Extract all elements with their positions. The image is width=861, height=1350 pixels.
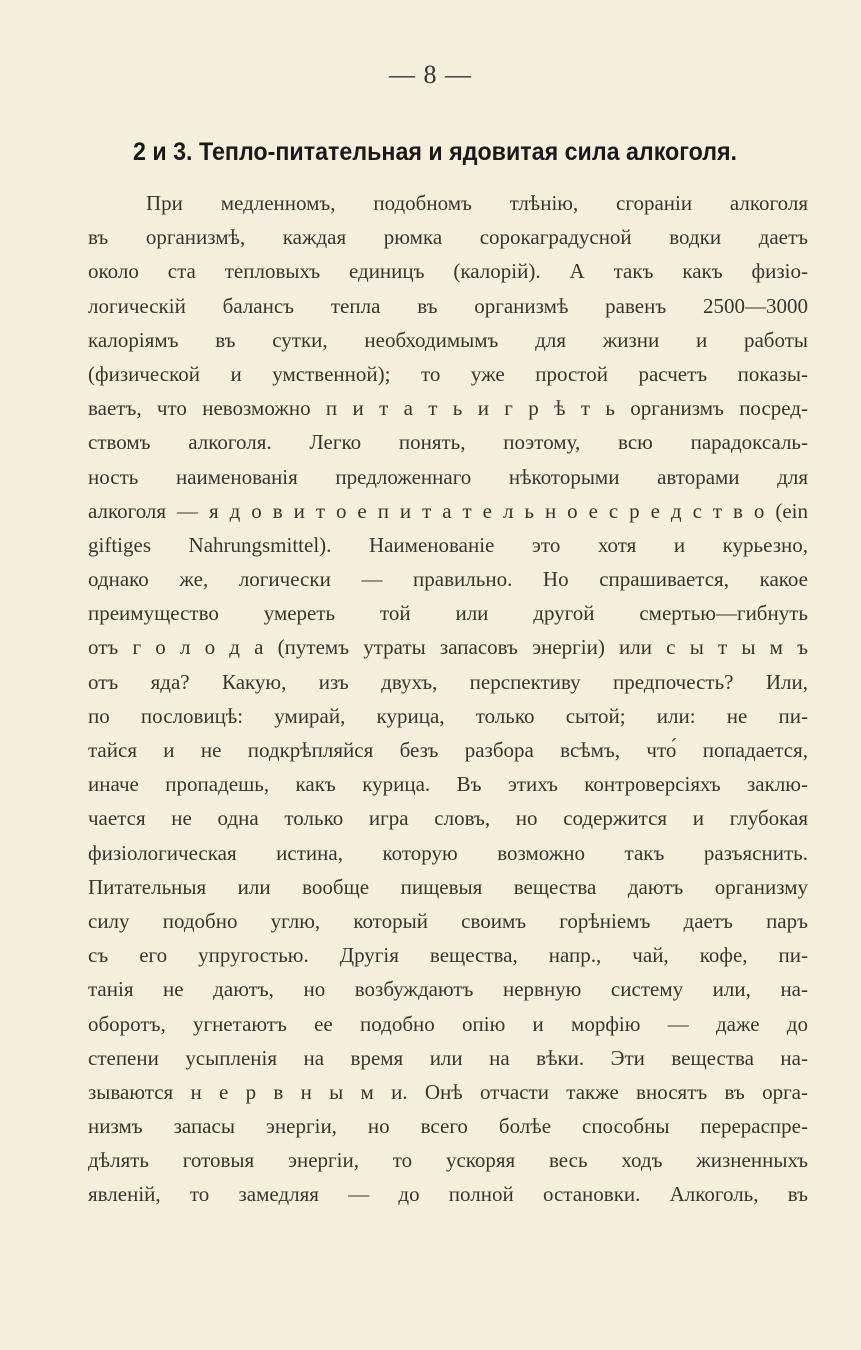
text-line: логическій балансъ тепла въ организмѣ равенъ 2500—3000 xyxy=(88,293,808,318)
text-line: степени усыпленія на время или на вѣки. Эти вещества на- xyxy=(88,1045,808,1070)
text-line: зываются н е р в н ы м и. Онѣ отчасти также вносятъ въ орга- xyxy=(88,1079,808,1104)
text-line: явленій, то замедляя — до полной остановки. Алкоголь, въ xyxy=(88,1182,808,1207)
text-line: оборотъ, угнетаютъ ее подобно опію и морфію — даже до xyxy=(88,1011,808,1036)
text-line: физіологическая истина, которую возможно такъ разъяснить. xyxy=(88,840,808,865)
section-heading: 2 и 3. Тепло-питательная и ядовитая сила алкоголя. xyxy=(132,138,738,166)
text-line: алкоголя — я д о в и т о е п и т а т е л ь н о е с р е д с т в о (ein xyxy=(88,498,808,523)
text-line: около ста тепловыхъ единицъ (калорій). А такъ какъ физіо- xyxy=(88,259,808,284)
text-line: отъ г о л о д а (путемъ утраты запасовъ энергіи) или с ы т ы м ъ xyxy=(88,635,808,660)
text-line: иначе пропадешь, какъ курица. Въ этихъ контроверсіяхъ заклю- xyxy=(88,772,808,797)
text-line: однако же, логически — правильно. Но спрашивается, какое xyxy=(88,567,808,592)
text-line: Питательныя или вообще пищевыя вещества даютъ организму xyxy=(88,874,808,899)
text-line: ность наименованія предложеннаго нѣкоторыми авторами для xyxy=(88,464,808,489)
text-line: отъ яда? Какую, изъ двухъ, перспективу предпочесть? Или, xyxy=(88,669,808,694)
text-line: танія не даютъ, но возбуждаютъ нервную систему или, на- xyxy=(88,977,808,1002)
page-number: — 8 — xyxy=(389,60,472,89)
text-line: (физической и умственной); то уже простой расчетъ показы- xyxy=(88,361,808,386)
text-line: тайся и не подкрѣпляйся безъ разбора всѣмъ, что́ попадается, xyxy=(88,738,808,762)
text-line: съ его упругостью. Другія вещества, напр., чай, кофе, пи- xyxy=(88,943,808,968)
text-line: При медленномъ, подобномъ тлѣнію, сгораніи алкоголя xyxy=(146,191,808,215)
text-line: калоріямъ въ сутки, необходимымъ для жизни и работы xyxy=(88,327,808,352)
text-line: ствомъ алкоголя. Легко понять, поэтому, всю парадоксаль- xyxy=(88,430,808,455)
text-line: giftiges Nahrungsmittel). Наименованіе это хотя и курьезно, xyxy=(88,532,808,557)
text-line: по пословицѣ: умирай, курица, только сытой; или: не пи- xyxy=(88,703,808,728)
text-line: низмъ запасы энергіи, но всего болѣе способны перераспре- xyxy=(88,1114,808,1139)
text-line: ваетъ, что невозможно п и т а т ь и г р ѣ т ь организмъ посред- xyxy=(88,396,808,421)
text-line: дѣлять готовыя энергіи, то ускоряя весь ходъ жизненныхъ xyxy=(88,1148,808,1173)
body-text xyxy=(88,186,808,1212)
text-line: въ организмѣ, каждая рюмка сорокаградусной водки даетъ xyxy=(88,225,808,250)
text-line: чается не одна только игра словъ, но содержится и глубокая xyxy=(88,806,808,831)
text-line: преимущество умереть той или другой смертью—гибнуть xyxy=(88,601,808,626)
text-line: силу подобно углю, который своимъ горѣніемъ даетъ паръ xyxy=(88,908,808,933)
